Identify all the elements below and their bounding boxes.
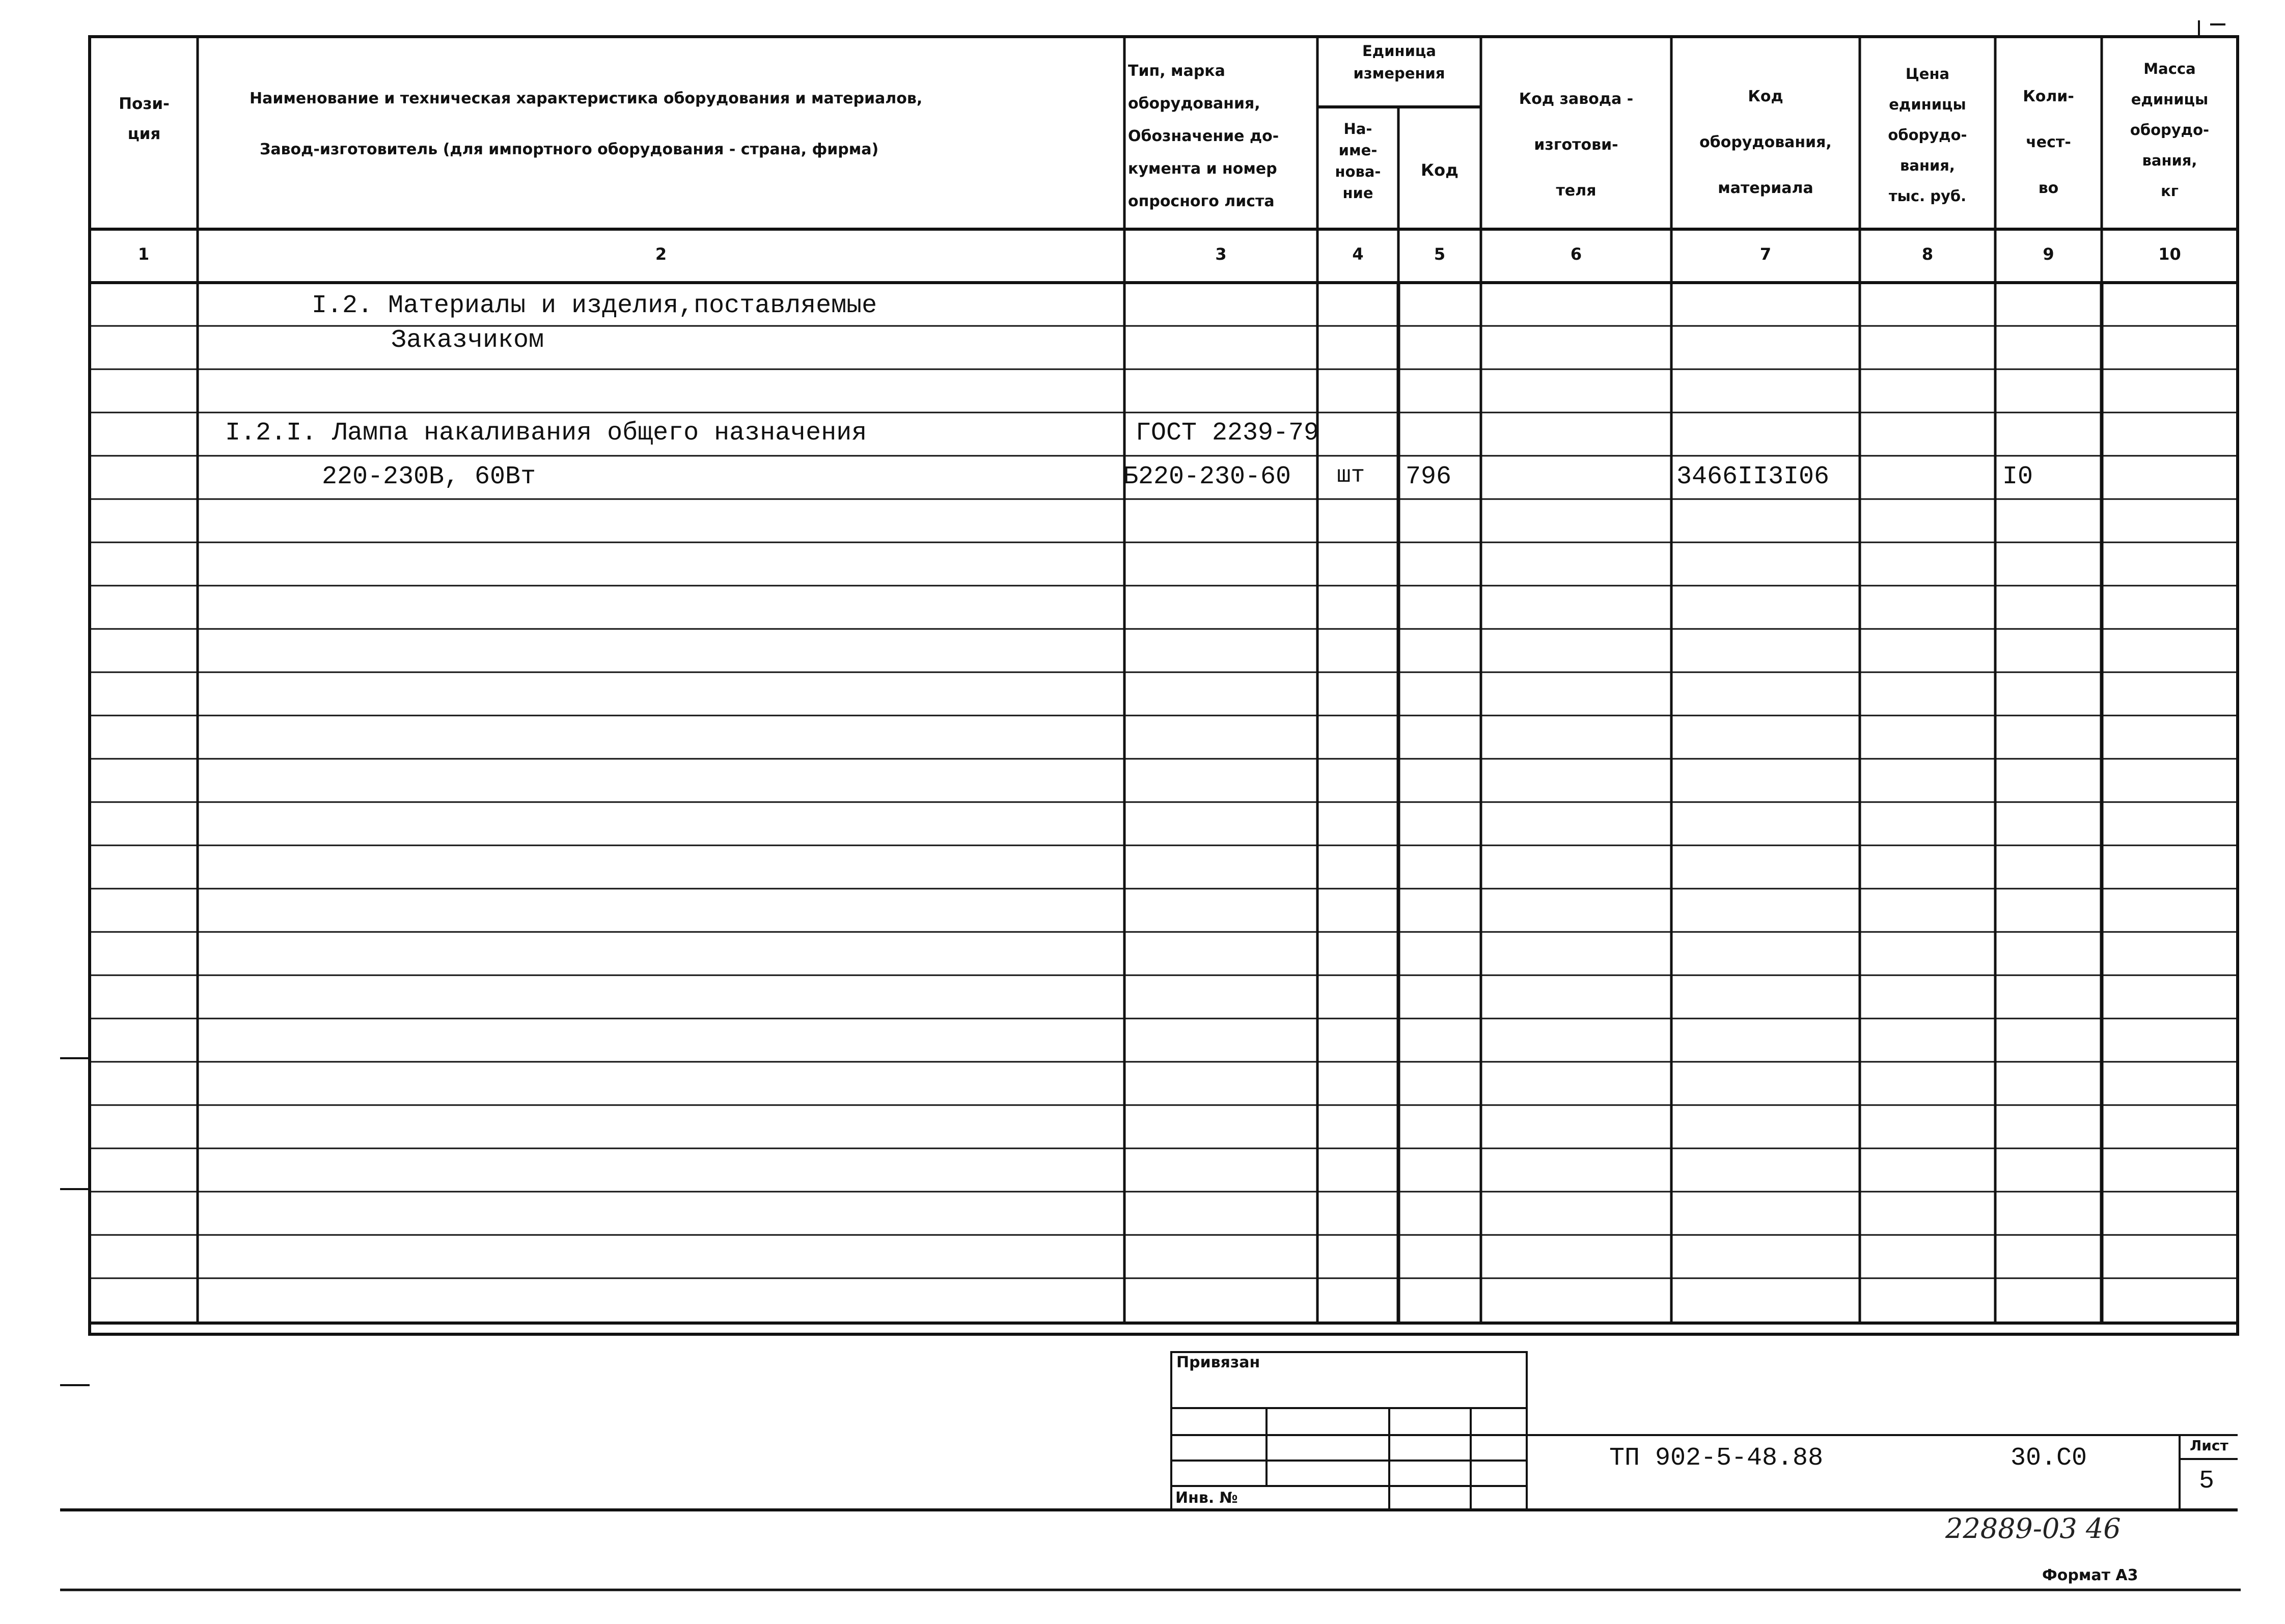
- item-spec: 220-230В, 60Вт: [322, 462, 536, 491]
- section-title-line2: Заказчиком: [391, 326, 544, 355]
- header-name-line1: Наименование и техническая характеристика оборудования и материалов,: [250, 90, 923, 107]
- header-type-doc: Тип, марка оборудования, Обозначение до- кумента и номер опросного листа: [1128, 62, 1279, 210]
- header-quantity: Коли- чест- во: [2023, 88, 2074, 197]
- header-equipment-code: Код оборудования, материала: [1699, 88, 1832, 197]
- item-name: I.2.I. Лампа накаливания общего назначения: [225, 419, 867, 448]
- header-name-line2: Завод-изготовитель (для импортного оборудования - страна, фирма): [260, 141, 879, 158]
- header-unit-name: На- име- нова- ние: [1335, 120, 1381, 202]
- header-unit-mass: Масса единицы оборудо- вания, кг: [2130, 60, 2210, 200]
- header-manufacturer-code: Код завода - изготови- теля: [1519, 90, 1634, 200]
- header-position: Пози- ция: [119, 95, 170, 143]
- header-unit-group: Единица измерения: [1353, 42, 1445, 82]
- stamp-sheet-label: Лист: [2190, 1437, 2228, 1454]
- item-quantity: I0: [2002, 462, 2033, 491]
- item-equipment-code: 3466II3I06: [1676, 462, 1830, 491]
- stamp-document-code: ТП 902-5-48.88: [1609, 1444, 1824, 1473]
- format-label: Формат А3: [2042, 1566, 2138, 1584]
- item-type: Б220-230-60: [1123, 462, 1291, 491]
- stamp-inventory-label: Инв. №: [1175, 1489, 1238, 1507]
- item-standard: ГОСТ 2239-79: [1136, 419, 1319, 448]
- header-unit-price: Цена единицы оборудо- вания, тыс. руб.: [1888, 65, 1967, 205]
- stamp-section-code: 30.С0: [2011, 1444, 2087, 1473]
- stamp-bound-label: Привязан: [1176, 1354, 1260, 1371]
- handwritten-archive-number: 22889-03 46: [1945, 1512, 2121, 1545]
- item-unit-code: 796: [1406, 462, 1452, 491]
- header-unit-code: Код: [1421, 160, 1458, 180]
- stamp-sheet-number: 5: [2199, 1467, 2215, 1496]
- section-title-line1: I.2. Материалы и изделия,поставляемые: [312, 291, 877, 320]
- item-unit: шт: [1337, 462, 1365, 489]
